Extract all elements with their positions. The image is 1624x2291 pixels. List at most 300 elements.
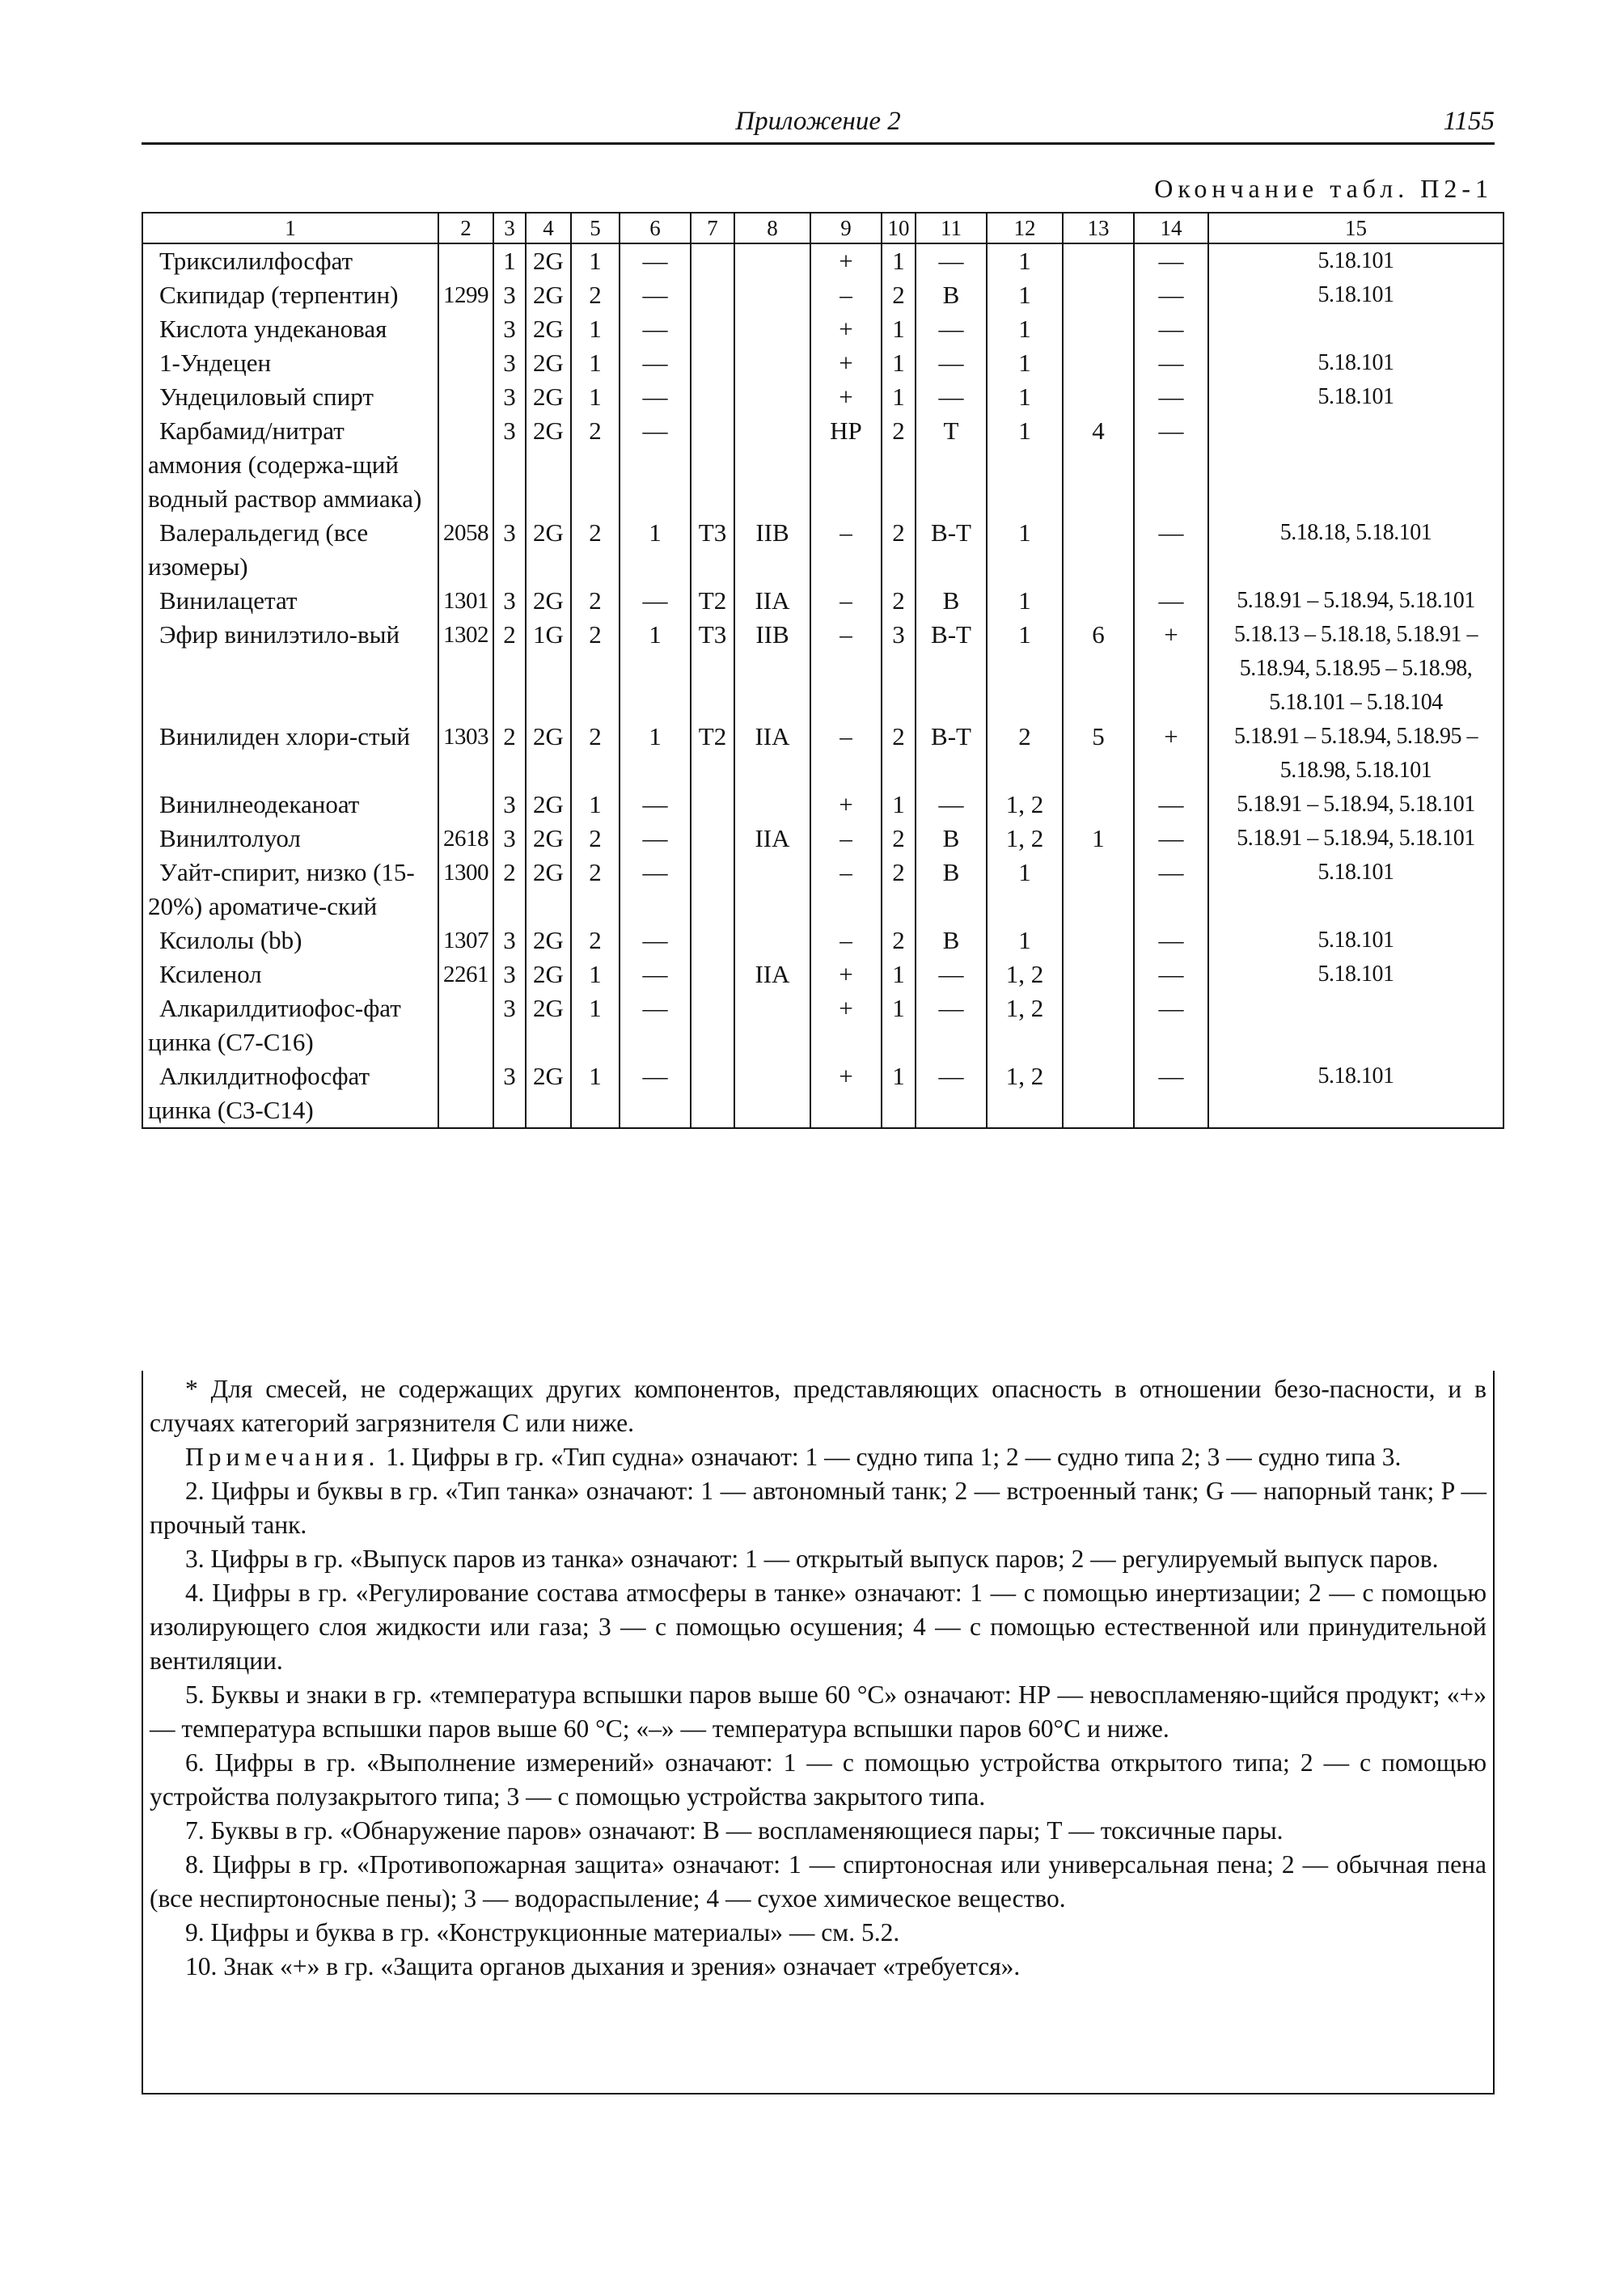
table-cell	[691, 1059, 734, 1128]
table-cell: –	[810, 822, 882, 856]
table-row	[142, 788, 1503, 822]
table-cell: B-T	[916, 618, 987, 720]
table-cell: 3	[493, 991, 526, 1059]
table-cell: –	[810, 618, 882, 720]
substance-name: Скипидар (терпентин)	[142, 278, 438, 312]
table-cell: —	[1134, 516, 1208, 584]
table-cell: +	[810, 991, 882, 1059]
table-cell	[1063, 1059, 1134, 1128]
table-cell: 1302	[438, 618, 493, 720]
table-cell: 1	[571, 1059, 620, 1128]
reference-cell	[1208, 414, 1503, 516]
table-cell: 2G	[526, 924, 571, 957]
table-cell	[734, 991, 810, 1059]
table-cell: 2	[882, 720, 916, 788]
column-header-2: 2	[438, 213, 493, 243]
table-cell: 1	[987, 278, 1063, 312]
table-cell: 1, 2	[987, 991, 1063, 1059]
substances-table	[142, 212, 1504, 1129]
table-cell: 3	[493, 924, 526, 957]
table-cell: 1	[987, 414, 1063, 516]
table-cell	[691, 278, 734, 312]
table-cell: 5	[1063, 720, 1134, 788]
table-cell	[1063, 380, 1134, 414]
table-cell: 3	[493, 414, 526, 516]
table-cell: 2G	[526, 991, 571, 1059]
table-cell: —	[620, 278, 691, 312]
table-cell: 1300	[438, 856, 493, 924]
table-cell: +	[1134, 618, 1208, 720]
table-row	[142, 584, 1503, 618]
table-cell: 1	[493, 243, 526, 278]
note-2: 2. Цифры и буквы в гр. «Тип танка» означают: 1 — автономный танк; 2 — встроенный танк; G — напорный танк; P — прочный танк.	[150, 1477, 1487, 1539]
page-header	[142, 104, 1495, 145]
substance-name: Ундециловый спирт	[142, 380, 438, 414]
table-cell: +	[1134, 720, 1208, 788]
reference-cell: 5.18.101	[1208, 278, 1503, 312]
table-cell	[691, 346, 734, 380]
table-cell: 2	[571, 720, 620, 788]
table-cell: —	[1134, 822, 1208, 856]
table-cell	[1063, 312, 1134, 346]
table-cell: —	[1134, 1059, 1208, 1128]
table-cell: 2	[571, 618, 620, 720]
table-cell: 1, 2	[987, 1059, 1063, 1128]
table-cell: —	[620, 346, 691, 380]
table-row	[142, 278, 1503, 312]
table-cell: 2	[571, 856, 620, 924]
table-cell	[691, 822, 734, 856]
table-cell: 2	[882, 856, 916, 924]
table-cell: 1	[882, 243, 916, 278]
substance-name: Ксиленол	[142, 957, 438, 991]
table-cell	[734, 278, 810, 312]
table-cell: 2	[571, 822, 620, 856]
table-cell: IIA	[734, 822, 810, 856]
table-cell: 2G	[526, 1059, 571, 1128]
table-cell	[1063, 924, 1134, 957]
table-cell: 1	[571, 346, 620, 380]
table-cell: B	[916, 924, 987, 957]
table-cell: 3	[493, 516, 526, 584]
column-header-13: 13	[1063, 213, 1134, 243]
table-cell: —	[620, 584, 691, 618]
reference-cell: 5.18.13 – 5.18.18, 5.18.91 – 5.18.94, 5.18.95 – 5.18.98, 5.18.101 – 5.18.104	[1208, 618, 1503, 720]
table-cell: Т2	[691, 720, 734, 788]
substance-name: Карбамид/нитрат аммония (содержа-щий водный раствор аммиака)	[142, 414, 438, 516]
table-cell: –	[810, 584, 882, 618]
table-cell: 1	[987, 346, 1063, 380]
table-cell: —	[916, 1059, 987, 1128]
note-8: 8. Цифры в гр. «Противопожарная защита» означают: 1 — спиртоносная или универсальная пена; 2 — обычная пена (все неспиртоносные пены); 3 — водораспыление; 4 — сухое химическое вещество.	[150, 1850, 1487, 1913]
table-row	[142, 957, 1503, 991]
reference-cell: 5.18.101	[1208, 957, 1503, 991]
table-cell: —	[1134, 957, 1208, 991]
table-cell: 1299	[438, 278, 493, 312]
substance-name: Винилтолуол	[142, 822, 438, 856]
table-cell	[691, 243, 734, 278]
table-cell: —	[1134, 856, 1208, 924]
table-cell	[438, 991, 493, 1059]
substance-name: Уайт-спирит, низко (15-20%) ароматиче-ский	[142, 856, 438, 924]
table-cell: 1	[571, 380, 620, 414]
table-cell: —	[916, 380, 987, 414]
table-cell: –	[810, 278, 882, 312]
table-cell: 2G	[526, 516, 571, 584]
table-cell: —	[916, 243, 987, 278]
table-cell: НР	[810, 414, 882, 516]
table-cell: 2G	[526, 720, 571, 788]
table-cell	[1063, 991, 1134, 1059]
table-cell: 1	[882, 346, 916, 380]
column-header-8: 8	[734, 213, 810, 243]
column-header-1: 1	[142, 213, 438, 243]
reference-cell: 5.18.91 – 5.18.94, 5.18.101	[1208, 584, 1503, 618]
reference-cell: 5.18.101	[1208, 856, 1503, 924]
table-row	[142, 243, 1503, 278]
table-cell: +	[810, 380, 882, 414]
notes-label: Примечания.	[185, 1443, 380, 1471]
table-cell: —	[620, 822, 691, 856]
table-cell: B	[916, 822, 987, 856]
table-cell: 3	[493, 346, 526, 380]
table-cell: Т3	[691, 618, 734, 720]
substance-name: Винилнеодеканоат	[142, 788, 438, 822]
table-cell: 1	[571, 788, 620, 822]
table-cell: 1	[882, 312, 916, 346]
table-cell: 4	[1063, 414, 1134, 516]
table-cell: —	[1134, 584, 1208, 618]
table-cell: 3	[493, 278, 526, 312]
table-cell: 1	[620, 720, 691, 788]
table-cell	[691, 312, 734, 346]
table-cell: 3	[493, 822, 526, 856]
table-cell: 2	[882, 584, 916, 618]
running-title: Приложение 2	[735, 107, 901, 136]
table-cell: 2058	[438, 516, 493, 584]
table-cell	[691, 414, 734, 516]
table-cell: B	[916, 584, 987, 618]
table-cell: 2G	[526, 957, 571, 991]
table-cell: IIA	[734, 957, 810, 991]
table-cell: 2618	[438, 822, 493, 856]
table-cell: +	[810, 312, 882, 346]
table-cell: 6	[1063, 618, 1134, 720]
table-cell	[438, 346, 493, 380]
substance-name: Валеральдегид (все изомеры)	[142, 516, 438, 584]
table-cell	[438, 1059, 493, 1128]
table-cell: 2	[882, 516, 916, 584]
table-cell: 1	[987, 380, 1063, 414]
column-header-4: 4	[526, 213, 571, 243]
reference-cell: 5.18.101	[1208, 380, 1503, 414]
note-6: 6. Цифры в гр. «Выполнение измерений» означают: 1 — с помощью устройства открытого типа; 2 — с помощью устройства полузакрытого типа; 3 — с помощью устройства закрытого типа.	[150, 1748, 1487, 1811]
table-cell: B	[916, 856, 987, 924]
reference-cell: 5.18.91 – 5.18.94, 5.18.95 – 5.18.98, 5.18.101	[1208, 720, 1503, 788]
table-cell: 2G	[526, 822, 571, 856]
table-row	[142, 1059, 1503, 1128]
note-4: 4. Цифры в гр. «Регулирование состава атмосферы в танке» означают: 1 — с помощью инертизации; 2 — с помощью изолирующего слоя жидкости или газа; 3 — с помощью осушения; 4 — с помощью естественной или принудительной вентиляции.	[150, 1579, 1487, 1675]
table-row	[142, 516, 1503, 584]
table-row	[142, 822, 1503, 856]
column-header-11: 11	[916, 213, 987, 243]
table-cell: 1	[620, 618, 691, 720]
table-cell	[734, 243, 810, 278]
table-cell: 1	[987, 243, 1063, 278]
table-cell	[734, 380, 810, 414]
table-cell: 2	[987, 720, 1063, 788]
table-cell	[438, 414, 493, 516]
table-cell: 2	[571, 924, 620, 957]
table-cell: –	[810, 924, 882, 957]
table-cell	[1063, 278, 1134, 312]
table-header-row	[142, 213, 1503, 243]
table-cell: 1	[987, 312, 1063, 346]
table-cell: IIA	[734, 584, 810, 618]
table-row	[142, 856, 1503, 924]
table-cell	[691, 924, 734, 957]
table-cell	[734, 346, 810, 380]
table-cell	[691, 380, 734, 414]
table-cell: —	[916, 788, 987, 822]
table-cell: —	[1134, 243, 1208, 278]
column-header-12: 12	[987, 213, 1063, 243]
table-cell: —	[916, 991, 987, 1059]
table-cell: 1	[987, 516, 1063, 584]
table-cell: 1, 2	[987, 788, 1063, 822]
table-cell: 1307	[438, 924, 493, 957]
table-cell: —	[620, 991, 691, 1059]
table-cell: —	[620, 788, 691, 822]
substance-name: Кислота ундекановая	[142, 312, 438, 346]
note-1	[150, 1440, 1487, 1474]
table-cell: 3	[493, 1059, 526, 1128]
table-cell: —	[620, 414, 691, 516]
table-body	[142, 243, 1503, 1128]
note-9: 9. Цифры и буква в гр. «Конструкционные материалы» — см. 5.2.	[185, 1918, 900, 1947]
table-cell: 1	[571, 991, 620, 1059]
table-cell: 2	[882, 822, 916, 856]
table-cell: 1	[987, 584, 1063, 618]
table-cell: B-T	[916, 720, 987, 788]
table-cell	[1063, 243, 1134, 278]
reference-cell: 5.18.91 – 5.18.94, 5.18.101	[1208, 788, 1503, 822]
table-caption: Окончание табл. П2-1	[1154, 174, 1493, 203]
table-row	[142, 618, 1503, 720]
table-cell: 2	[882, 278, 916, 312]
substance-name: Алкарилдитиофос-фат цинка (C7-C16)	[142, 991, 438, 1059]
substance-name: Винилацетат	[142, 584, 438, 618]
table-cell: +	[810, 957, 882, 991]
table-cell: —	[1134, 278, 1208, 312]
table-row	[142, 720, 1503, 788]
table-row	[142, 414, 1503, 516]
table-cell: —	[1134, 788, 1208, 822]
table-cell: Т	[916, 414, 987, 516]
table-cell: 3	[493, 788, 526, 822]
table-cell: –	[810, 516, 882, 584]
table-cell: 1	[882, 1059, 916, 1128]
table-row	[142, 380, 1503, 414]
table-cell: 1303	[438, 720, 493, 788]
reference-cell	[1208, 991, 1503, 1059]
table-row	[142, 924, 1503, 957]
table-cell: —	[620, 1059, 691, 1128]
table-cell: 1	[882, 991, 916, 1059]
column-header-6: 6	[620, 213, 691, 243]
table-cell	[438, 312, 493, 346]
table-cell	[734, 1059, 810, 1128]
column-header-9: 9	[810, 213, 882, 243]
column-header-14: 14	[1134, 213, 1208, 243]
table-cell: —	[620, 380, 691, 414]
table-cell: 2G	[526, 584, 571, 618]
table-cell: —	[1134, 380, 1208, 414]
table-cell: —	[916, 312, 987, 346]
table-cell: 1301	[438, 584, 493, 618]
table-cell: 2	[493, 856, 526, 924]
reference-cell: 5.18.101	[1208, 243, 1503, 278]
table-cell: +	[810, 243, 882, 278]
table-cell: –	[810, 720, 882, 788]
table-cell: 1	[882, 380, 916, 414]
table-row	[142, 346, 1503, 380]
table-cell	[734, 856, 810, 924]
table-notes	[142, 1371, 1495, 2094]
table-cell	[734, 788, 810, 822]
table-cell	[438, 243, 493, 278]
substance-name: Алкилдитнофосфат цинка (C3-C14)	[142, 1059, 438, 1128]
table-cell: 3	[882, 618, 916, 720]
table-cell: 2	[571, 516, 620, 584]
column-header-7: 7	[691, 213, 734, 243]
table-cell: —	[620, 924, 691, 957]
table-cell: 1	[882, 957, 916, 991]
table-cell: 1	[571, 243, 620, 278]
table-cell: 2G	[526, 278, 571, 312]
reference-cell: 5.18.101	[1208, 924, 1503, 957]
table-cell: Т3	[691, 516, 734, 584]
table-cell: +	[810, 346, 882, 380]
column-header-3: 3	[493, 213, 526, 243]
substance-name: 1-Ундецен	[142, 346, 438, 380]
table-cell: 2G	[526, 856, 571, 924]
table-cell: —	[620, 957, 691, 991]
table-cell: 2G	[526, 414, 571, 516]
substance-name: Винилиден хлори-стый	[142, 720, 438, 788]
table-cell: 2	[571, 278, 620, 312]
table-cell: IIB	[734, 618, 810, 720]
table-cell: 1	[571, 312, 620, 346]
table-cell: 2G	[526, 788, 571, 822]
column-header-5: 5	[571, 213, 620, 243]
table-cell	[691, 957, 734, 991]
table-cell	[1063, 957, 1134, 991]
reference-cell: 5.18.101	[1208, 346, 1503, 380]
table-cell: B	[916, 278, 987, 312]
table-cell: —	[620, 312, 691, 346]
table-cell: 2G	[526, 380, 571, 414]
table-cell: 1G	[526, 618, 571, 720]
table-cell	[1063, 346, 1134, 380]
table-cell	[1063, 788, 1134, 822]
table-cell	[691, 991, 734, 1059]
table-cell: 2	[882, 414, 916, 516]
table-cell: 2	[882, 924, 916, 957]
table-cell: 3	[493, 957, 526, 991]
column-header-10: 10	[882, 213, 916, 243]
table-cell: —	[620, 243, 691, 278]
substance-name: Эфир винилэтило-вый	[142, 618, 438, 720]
reference-cell	[1208, 312, 1503, 346]
footnote: * Для смесей, не содержащих других компонентов, представляющих опасность в отношении безо-пасности, и в случаях категорий загрязнителя С или ниже.	[150, 1375, 1487, 1437]
table-cell: 2G	[526, 312, 571, 346]
table-cell: +	[810, 1059, 882, 1128]
table-cell: IIB	[734, 516, 810, 584]
note-7: 7. Буквы в гр. «Обнаружение паров» означают: В — воспламеняющиеся пары; Т — токсичные пары.	[185, 1816, 1284, 1845]
table-cell: 2G	[526, 346, 571, 380]
table-cell	[1063, 856, 1134, 924]
table-cell: 1	[1063, 822, 1134, 856]
table-cell: 1	[987, 618, 1063, 720]
table-cell: —	[916, 957, 987, 991]
table-row	[142, 312, 1503, 346]
table-cell	[734, 312, 810, 346]
reference-cell: 5.18.101	[1208, 1059, 1503, 1128]
substance-name: Ксилолы (bb)	[142, 924, 438, 957]
table-cell	[691, 856, 734, 924]
table-cell: Т2	[691, 584, 734, 618]
table-cell: 2G	[526, 243, 571, 278]
table-cell: 2261	[438, 957, 493, 991]
table-cell	[1063, 584, 1134, 618]
table-cell: 1	[882, 788, 916, 822]
note-3: 3. Цифры в гр. «Выпуск паров из танка» означают: 1 — открытый выпуск паров; 2 — регулируемый выпуск паров.	[185, 1545, 1439, 1573]
table-cell	[734, 924, 810, 957]
table-row	[142, 991, 1503, 1059]
table-cell: —	[1134, 312, 1208, 346]
table-cell: —	[620, 856, 691, 924]
table-cell: 2	[571, 414, 620, 516]
table-cell: 2	[493, 618, 526, 720]
table-cell: 1	[620, 516, 691, 584]
table-cell: 1, 2	[987, 822, 1063, 856]
note-10: 10. Знак «+» в гр. «Защита органов дыхания и зрения» означает «требуется».	[185, 1952, 1021, 1980]
substance-name: Триксилилфосфат	[142, 243, 438, 278]
table-cell	[438, 380, 493, 414]
reference-cell: 5.18.91 – 5.18.94, 5.18.101	[1208, 822, 1503, 856]
table-cell: +	[810, 788, 882, 822]
table-cell: 1, 2	[987, 957, 1063, 991]
table-cell: –	[810, 856, 882, 924]
table-cell: —	[1134, 991, 1208, 1059]
table-cell: 3	[493, 380, 526, 414]
table-cell: IIA	[734, 720, 810, 788]
column-header-15: 15	[1208, 213, 1503, 243]
table-cell: B-T	[916, 516, 987, 584]
table-cell: 2	[493, 720, 526, 788]
table-cell	[438, 788, 493, 822]
table-cell	[734, 414, 810, 516]
table-cell: 1	[987, 856, 1063, 924]
table-cell: —	[916, 346, 987, 380]
note-5: 5. Буквы и знаки в гр. «температура вспышки паров выше 60 °С» означают: НР — невоспламеняю-щийся продукт; «+» — температура вспышки паров выше 60 °С; «–» — температура вспышки паров 60°С и ниже.	[150, 1680, 1487, 1743]
reference-cell: 5.18.18, 5.18.101	[1208, 516, 1503, 584]
table-cell: —	[1134, 414, 1208, 516]
table-cell: 2	[571, 584, 620, 618]
note-1-text: 1. Цифры в гр. «Тип судна» означают: 1 — судно типа 1; 2 — судно типа 2; 3 — судно типа 3.	[386, 1443, 1402, 1471]
table-cell: 3	[493, 584, 526, 618]
